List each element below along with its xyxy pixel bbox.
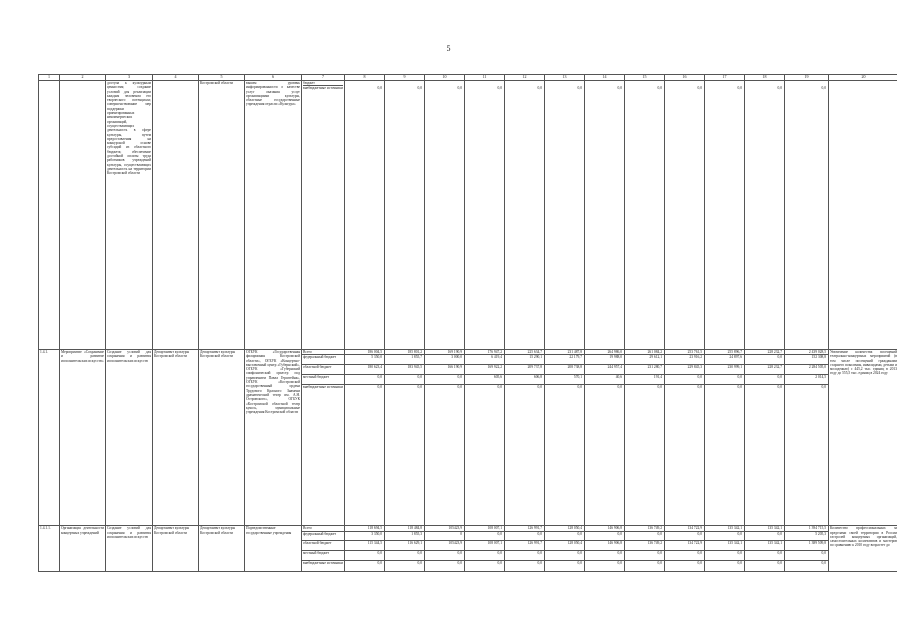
value-cell: 23 916,2	[665, 355, 705, 365]
column-number: 16	[665, 75, 705, 81]
column-number: 19	[785, 75, 829, 81]
value-cell: 1 855,3	[385, 531, 425, 540]
value-cell: 2 439 028,5	[785, 350, 829, 355]
value-cell: 208 738,8	[545, 365, 585, 375]
participants-cell: вышен уровень информированности о качестве услуг оказания услуг организациями культуры, областные государственные учреждения отрасли «Культура»	[245, 81, 302, 350]
value: 0,0	[537, 85, 542, 90]
value-cell: 108 007,1	[465, 526, 505, 531]
value-cell: 2 284 505,0	[785, 365, 829, 375]
value-cell: 0,0	[665, 531, 705, 540]
value-cell	[705, 81, 745, 350]
value-cell: 136 749,2	[625, 526, 665, 531]
value-cell: 0,0	[745, 531, 785, 540]
value-cell: 0,0	[665, 560, 705, 571]
value-cell: 118 694,5	[345, 526, 385, 531]
source-label: внебюджетные источники	[302, 385, 345, 526]
column-number: 15	[625, 75, 665, 81]
value: 0,0	[777, 85, 782, 90]
value-cell: 0	[425, 531, 465, 540]
column-number: 6	[245, 75, 302, 81]
value-cell: 180 623,4	[345, 365, 385, 375]
value-cell: 0,0	[505, 560, 545, 571]
value-cell: 2 014,5	[785, 375, 829, 385]
value-cell: 0,0	[385, 375, 425, 385]
value-cell: 0,0	[505, 531, 545, 540]
result-cell	[829, 81, 897, 350]
value: 0,0	[497, 85, 502, 90]
value-cell: 228 232,7	[745, 365, 785, 375]
value: 0,0	[377, 85, 382, 90]
value-cell	[785, 81, 829, 350]
value-cell: 115 344,5	[345, 540, 385, 550]
value-cell	[745, 81, 785, 350]
value-cell: 605,6	[465, 375, 505, 385]
value-cell: 0,0	[665, 550, 705, 560]
value-cell: 0,0	[785, 550, 829, 560]
value-cell: 0,0	[385, 550, 425, 560]
value-cell: 0,0	[745, 385, 785, 526]
value-cell: 29 612,1	[625, 355, 665, 365]
value-cell: 1 855,7	[385, 355, 425, 365]
source-label: Всего	[302, 526, 345, 531]
value-cell: 0,0	[705, 375, 745, 385]
value-cell: 0,0	[705, 550, 745, 560]
value: 0,0	[737, 85, 742, 90]
value-cell: 22 179,7	[545, 355, 585, 365]
value-cell: 570,1	[545, 375, 585, 385]
value-cell: 6 419,4	[465, 355, 505, 365]
source-label: областной бюджет	[302, 365, 345, 375]
value-cell: 0,0	[545, 560, 585, 571]
value-cell	[385, 81, 425, 350]
column-number: 14	[585, 75, 625, 81]
value-cell: 135 342,1	[745, 540, 785, 550]
value-cell	[665, 81, 705, 350]
value-cell: 19 988,0	[585, 355, 625, 365]
value: 0,0	[417, 85, 422, 90]
value-cell: 24 897,6	[705, 355, 745, 365]
source-label: местный бюджет	[302, 375, 345, 385]
value-cell: 134 722,9	[665, 540, 705, 550]
value-cell: 126 991,7	[505, 540, 545, 550]
value-cell: 0,0	[465, 385, 505, 526]
column-number: 2	[60, 75, 106, 81]
value-cell	[505, 81, 545, 350]
executor-cell: Департамент культуры Костромской области	[153, 526, 199, 571]
value-cell: 0,0	[665, 385, 705, 526]
name-cell	[60, 81, 106, 350]
source-label: федеральный бюджет	[302, 355, 345, 365]
value-cell: 0,0	[625, 385, 665, 526]
column-number: 9	[385, 75, 425, 81]
value-cell: 231 280,7	[625, 365, 665, 375]
goal-cell: Создание условий для сохранения и развития исполнительских искусств	[106, 526, 153, 571]
value-cell: 15 290,1	[505, 355, 545, 365]
name-cell: Организация деятельности концертных учреждений	[60, 526, 106, 571]
page-number: 5	[446, 44, 451, 53]
value-cell: 228 232,7	[745, 350, 785, 355]
budget-table	[38, 74, 897, 572]
value-cell: 0,0	[545, 385, 585, 526]
column-number: 5	[199, 75, 245, 81]
source-cell	[302, 81, 345, 350]
value-cell: 0,0	[345, 560, 385, 571]
column-number: 8	[345, 75, 385, 81]
source-label: внебюджетные источники	[302, 560, 345, 571]
value: 0,0	[821, 85, 826, 90]
value-cell: 0,0	[585, 385, 625, 526]
participants-cell: Подведомственные государственные учреждения	[245, 526, 302, 571]
value-cell: 0,0	[625, 550, 665, 560]
executor-cell: Департамент культуры Костромской области	[199, 526, 245, 571]
value-cell: 3 000,0	[425, 355, 465, 365]
value-cell: 0,0	[705, 560, 745, 571]
value-cell: 186 004,5	[345, 350, 385, 355]
value-cell: 225 634,7	[505, 350, 545, 355]
source-label: федеральный бюджет	[302, 531, 345, 540]
name-cell: Мероприятие «Сохранение и развитие исполнительских искусств»	[60, 350, 106, 526]
value-cell: 146 906,8	[585, 526, 625, 531]
value-cell: 0,0	[745, 375, 785, 385]
value-cell: 126 991,7	[505, 526, 545, 531]
executor-cell: Департамент культуры Костромской области	[153, 350, 199, 526]
value-cell: 0,0	[545, 550, 585, 560]
value-cell: 183 945,5	[385, 365, 425, 375]
value-cell: 0,0	[505, 550, 545, 560]
value-cell: 1 394 715,5	[785, 526, 829, 531]
value-cell: 0,0	[345, 385, 385, 526]
value-cell: 244 957,4	[585, 365, 625, 375]
value-cell	[625, 81, 665, 350]
value-cell: 116 629,1	[385, 540, 425, 550]
value-cell: 0,0	[745, 550, 785, 560]
value-cell: 146 906,8	[585, 540, 625, 550]
value-cell: 105423,9	[425, 526, 465, 531]
value: 0,0	[657, 85, 662, 90]
value-cell: 0,0	[625, 560, 665, 571]
value-cell: 0,0	[505, 385, 545, 526]
value-cell: 0,0	[345, 550, 385, 560]
column-number: 7	[302, 75, 345, 81]
value-cell: 5 350,0	[345, 355, 385, 365]
value-cell: 253 761,5	[665, 350, 705, 355]
value: 0,0	[697, 85, 702, 90]
value-cell: 0,0	[585, 560, 625, 571]
value-cell: 191,4	[625, 375, 665, 385]
column-number: 1	[39, 75, 60, 81]
value-cell: 0,0	[385, 385, 425, 526]
value-cell: 128 050,4	[545, 526, 585, 531]
value-cell: 40,6	[585, 375, 625, 385]
value-cell: 5 205,3	[785, 531, 829, 540]
value: 0,0	[577, 85, 582, 90]
goal-cell: Создание условий для сохранения и развития исполнительских искусств	[106, 350, 153, 526]
value-cell: 152 308,8	[785, 355, 829, 365]
source-label: Всего	[302, 350, 345, 355]
goal-cell: доступа к культурным ценностям; создание условий для реализации каждым человеком его творческого потенциала; совершенствование мер поддержки ориентированных некоммерческих организаций, осуществляющих деятельность в сфере культуры, путем предоставления на конкурсной основе субсидий из областного бюджета; обеспечение достойной оплаты труда работников учреждений культуры, осуществляющих деятельность на территории Костромской области	[106, 81, 153, 350]
value-cell	[545, 81, 585, 350]
code-cell: 1.4.1.	[39, 350, 60, 526]
value: 0,0	[457, 85, 462, 90]
value-cell: 134 722,9	[665, 526, 705, 531]
value-cell: 166 190,9	[425, 365, 465, 375]
value-cell: 0,0	[785, 560, 829, 571]
value-cell: 0,0	[665, 375, 705, 385]
executor-cell: Департамент культуры Костромской области	[199, 350, 245, 526]
column-number: 12	[505, 75, 545, 81]
value-cell: 261 084,2	[625, 350, 665, 355]
value-cell: 0,0	[425, 385, 465, 526]
value-cell: 118 484,8	[385, 526, 425, 531]
value-cell	[345, 81, 385, 350]
column-number: 10	[425, 75, 465, 81]
column-number: 3	[106, 75, 153, 81]
value-cell: 0,0	[625, 531, 665, 540]
value-cell: 0,0	[545, 531, 585, 540]
value-cell: 169 190,9	[425, 350, 465, 355]
column-number: 18	[745, 75, 785, 81]
value-cell: 0,0	[345, 375, 385, 385]
result-cell: Увеличение количества посещений театрально-концертных мероприятий (в том числе посещений гражданами старшего поколения, инвалидами, детьми и молодежью) с 445,2 тыс. единиц в 2013 году до 555,5 тыс. единиц в 2024 году	[829, 350, 897, 526]
value-cell	[465, 81, 505, 350]
value-cell: 255 896,7	[705, 350, 745, 355]
value-cell: 0,0	[385, 560, 425, 571]
column-number: 11	[465, 75, 505, 81]
column-number: 4	[153, 75, 199, 81]
column-number: 17	[705, 75, 745, 81]
value-cell: 185 801,2	[385, 350, 425, 355]
value-cell: 606,8	[505, 375, 545, 385]
value-cell	[585, 81, 625, 350]
column-number: 13	[545, 75, 585, 81]
value-cell: 128 050,4	[545, 540, 585, 550]
value-cell: 176 947,2	[465, 350, 505, 355]
continuation-row	[39, 81, 897, 350]
participants-cell: ОГБУК «Государственная филармония Костромской области», ОГБУК «Концертно-выставочный центр «Губернский», ОГБУК «Губернский симфонический оркестр под управлением Павла Герштейна», ОГБУК «Костромской государственный ордена Трудового Красного Знамени драматический театр им. А.Н. Островского», ОГБУК «Костромской областной театр кукол», муниципальные учреждения Костромской области	[245, 350, 302, 526]
value-cell: 231 487,8	[545, 350, 585, 355]
value-cell: 108 007,1	[465, 540, 505, 550]
value-cell: 0,0	[745, 560, 785, 571]
value-cell	[425, 81, 465, 350]
value-cell: 3 350,0	[345, 531, 385, 540]
value-cell: 229 845,3	[665, 365, 705, 375]
value-cell: 0,0	[465, 550, 505, 560]
code-cell: 1.4.1.1.	[39, 526, 60, 571]
value-cell: 135 342,1	[705, 526, 745, 531]
value-cell: 0,0	[585, 550, 625, 560]
executor-cell	[153, 81, 199, 350]
value-cell: 0,0	[705, 531, 745, 540]
result-cell: Количество профессиональных за пределами своей территории в России гастролей концертных организаций, самостоятельных коллективов и мастеров по сравнению к 2010 году возрастет до	[829, 526, 897, 571]
value-cell: 0,0	[705, 385, 745, 526]
value-cell: 209 737,8	[505, 365, 545, 375]
executor-cell: Костромской области	[199, 81, 245, 350]
value-cell: 230 999,1	[705, 365, 745, 375]
source-label: бюджет	[303, 81, 315, 85]
value-cell: 0,0	[465, 560, 505, 571]
source-label: областной бюджет	[302, 540, 345, 550]
value-cell: 264 986,0	[585, 350, 625, 355]
value-cell: 0,0	[425, 550, 465, 560]
value-cell: 135 342,1	[705, 540, 745, 550]
value-cell: 0,0	[745, 355, 785, 365]
value-cell: 0,0	[785, 385, 829, 526]
value-cell: 169 922,2	[465, 365, 505, 375]
value-cell: 0,0	[425, 560, 465, 571]
code-cell	[39, 81, 60, 350]
value-cell: 105423,9	[425, 540, 465, 550]
value-cell: 136 749,2	[625, 540, 665, 550]
value: 0,0	[617, 85, 622, 90]
source-label: местный бюджет	[302, 550, 345, 560]
value-cell: 0,0	[465, 531, 505, 540]
value-cell: 0,0	[585, 531, 625, 540]
column-number: 20	[829, 75, 897, 81]
value-cell: 1 389 509,8	[785, 540, 829, 550]
value-cell: 0,0	[425, 375, 465, 385]
source-label: внебюджетные источники	[303, 86, 343, 91]
value-cell: 135 342,1	[745, 526, 785, 531]
